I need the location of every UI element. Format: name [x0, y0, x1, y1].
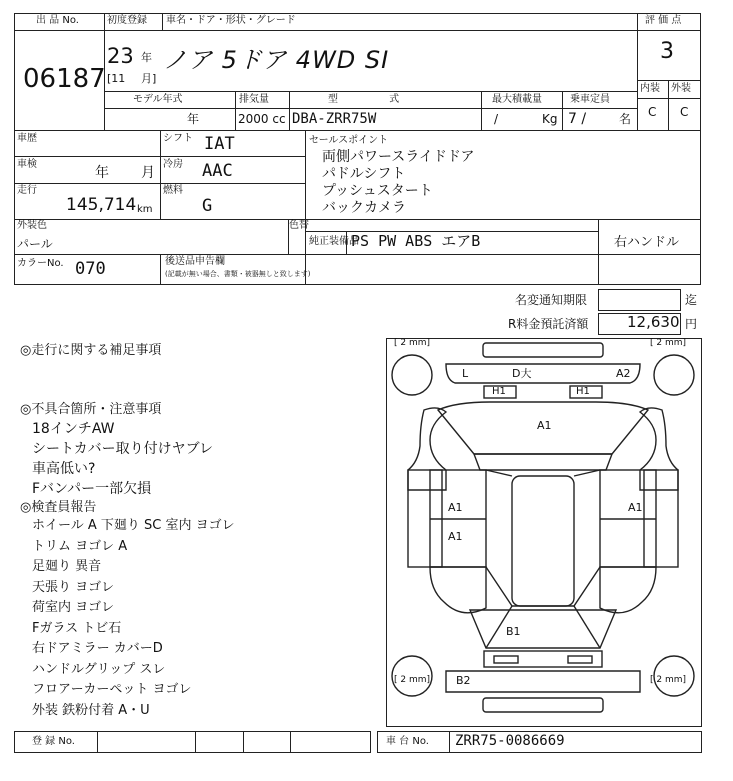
wheel-front-left	[392, 355, 432, 395]
displacement-label: 排気量	[239, 94, 269, 105]
color-label: 外装色	[17, 220, 47, 231]
rear-bumper	[446, 671, 640, 692]
hood-mark: A1	[537, 419, 552, 432]
exterior-grade: C	[680, 105, 689, 119]
model-name-label: 車名・ドア・形状・グレード	[166, 15, 296, 26]
defect-item: 車高低い?	[32, 461, 96, 477]
sales-point: 両側パワースライドドア	[322, 149, 475, 165]
reg-no-label: 登 録 No.	[32, 736, 75, 747]
inspector-item: 外装 鉄粉付着 A・U	[32, 702, 150, 718]
inspector-label: ◎検査員報告	[20, 500, 97, 515]
roof	[512, 476, 574, 606]
left-door-mark: A1	[448, 501, 463, 514]
name-change-unit: 迄	[685, 293, 698, 307]
tire-tl: [ 2 mm]	[394, 338, 431, 348]
score: 3	[660, 39, 674, 64]
reg-label: 初度登録	[107, 15, 147, 26]
equipment-label: 純正装備品	[309, 236, 359, 247]
front-mid-mark: D大	[512, 367, 532, 380]
chassis-no: ZRR75-0086669	[455, 733, 565, 749]
rear-lamp-bar	[484, 651, 602, 667]
h1-left-mark: H1	[492, 386, 506, 397]
inspector-item: ハンドルグリップ スレ	[32, 661, 166, 677]
shaken-year: 年	[95, 165, 109, 181]
name-change-label: 名変通知期限	[515, 293, 588, 307]
sales-point: パドルシフト	[322, 166, 406, 182]
mileage: 145,714	[66, 195, 137, 215]
capacity-label: 乗車定員	[570, 94, 610, 105]
recycle-label: R料金預託済額	[508, 317, 589, 331]
aircon-label: 冷房	[163, 159, 183, 170]
shaken-month: 月	[141, 165, 155, 181]
inspector-item: Fガラス トビ石	[32, 620, 122, 636]
recycle-amount: 12,630	[627, 313, 680, 331]
defect-item: 18インチAW	[32, 421, 115, 437]
reg-month: [11	[107, 72, 126, 85]
sales-points-label: セールスポイント	[309, 135, 389, 146]
chassis-label: 車 台 No.	[386, 736, 429, 747]
fuel: G	[202, 196, 213, 216]
max-load-unit: Kg	[542, 112, 558, 126]
history-label: 車歴	[17, 133, 37, 144]
rear-bottom-bar	[483, 698, 603, 712]
color-change-label: 色替	[289, 220, 309, 231]
recycle-unit: 円	[685, 317, 698, 331]
front-bumper	[446, 364, 640, 383]
driving-label: ◎走行に関する補足事項	[20, 343, 162, 358]
rear-panel-mark: B1	[506, 625, 521, 638]
right-rear-quarter	[600, 567, 656, 613]
color: パール	[17, 237, 53, 251]
model-year-label: モデル年式	[133, 94, 183, 105]
tire-bl: [ 2 mm]	[394, 675, 431, 685]
model-year-unit: 年	[187, 112, 200, 126]
lot-no: 06187	[23, 64, 106, 94]
color-no: 070	[75, 259, 106, 279]
aftermarket-label: 後送品申告欄	[165, 256, 225, 267]
equipment: PS PW ABS エアB	[351, 232, 481, 250]
interior-label: 内装	[640, 83, 660, 94]
rear-lamp-left	[494, 656, 518, 663]
front-r-mark: A2	[616, 367, 631, 380]
inspector-item: ホイール A 下廻り SC 室内 ヨゴレ	[32, 518, 235, 533]
rear-panel	[470, 610, 616, 648]
type: DBA-ZRR75W	[292, 111, 377, 127]
type-label: 型 式	[328, 94, 424, 105]
shaken-label: 車検	[17, 159, 37, 170]
front-l-mark: L	[462, 367, 469, 380]
max-load-label: 最大積載量	[492, 94, 542, 105]
sales-point: プッシュスタート	[322, 183, 433, 199]
defect-item: シートカバー取り付けヤブレ	[32, 441, 214, 457]
score-label: 評 価 点	[645, 15, 682, 26]
month-unit: 月]	[141, 72, 157, 85]
rear-lamp-right	[568, 656, 592, 663]
aircon: AAC	[202, 161, 233, 181]
tire-br: [ 2 mm]	[650, 675, 687, 685]
inspector-item: トリム ヨゴレ A	[32, 538, 128, 554]
exterior-label: 外装	[671, 83, 691, 94]
interior-grade: C	[648, 105, 657, 119]
defect-item: Fバンパー一部欠損	[32, 481, 152, 497]
lot-no-label: 出 品 No.	[36, 15, 79, 26]
right-door-mark: A1	[628, 501, 643, 514]
sales-point: バックカメラ	[322, 200, 406, 216]
steering: 右ハンドル	[614, 235, 680, 250]
left-fender	[408, 408, 446, 490]
model-name: ノア 5ドア 4WD SI	[163, 46, 390, 74]
displacement: 2000 cc	[238, 112, 286, 126]
tire-tr: [ 2 mm]	[650, 338, 687, 348]
right-fender	[640, 408, 678, 490]
aftermarket-note: (記載が無い場合、書類・被器無しと致します)	[165, 270, 311, 278]
defects-label: ◎不具合箇所・注意事項	[20, 402, 162, 417]
year-unit: 年	[141, 51, 152, 64]
shift-label: シフト	[163, 133, 193, 144]
inspector-item: 右ドアミラー カバーD	[32, 641, 163, 656]
inspector-item: 荷室内 ヨゴレ	[32, 600, 115, 615]
capacity: 7 /	[568, 111, 587, 127]
capacity-unit: 名	[619, 112, 632, 126]
left-rear-quarter	[430, 567, 486, 613]
shift: IAT	[204, 134, 235, 154]
rear-bumper-mark: B2	[456, 674, 471, 687]
inspector-item: 足廻り 異音	[32, 559, 102, 574]
max-load-slash: /	[494, 112, 499, 126]
windshield	[474, 454, 612, 470]
inspector-item: 天張り ヨゴレ	[32, 579, 115, 595]
left-rear-mark: A1	[448, 530, 463, 543]
h1-right-mark: H1	[576, 386, 590, 397]
mileage-label: 走行	[17, 185, 37, 196]
mileage-unit: km	[137, 204, 153, 215]
wheel-front-right	[654, 355, 694, 395]
fuel-label: 燃料	[163, 185, 183, 196]
reg-year: 23	[107, 44, 134, 68]
color-no-label: カラーNo.	[17, 258, 64, 269]
inspector-item: フロアーカーペット ヨゴレ	[32, 682, 192, 697]
front-top-bar	[483, 343, 603, 357]
